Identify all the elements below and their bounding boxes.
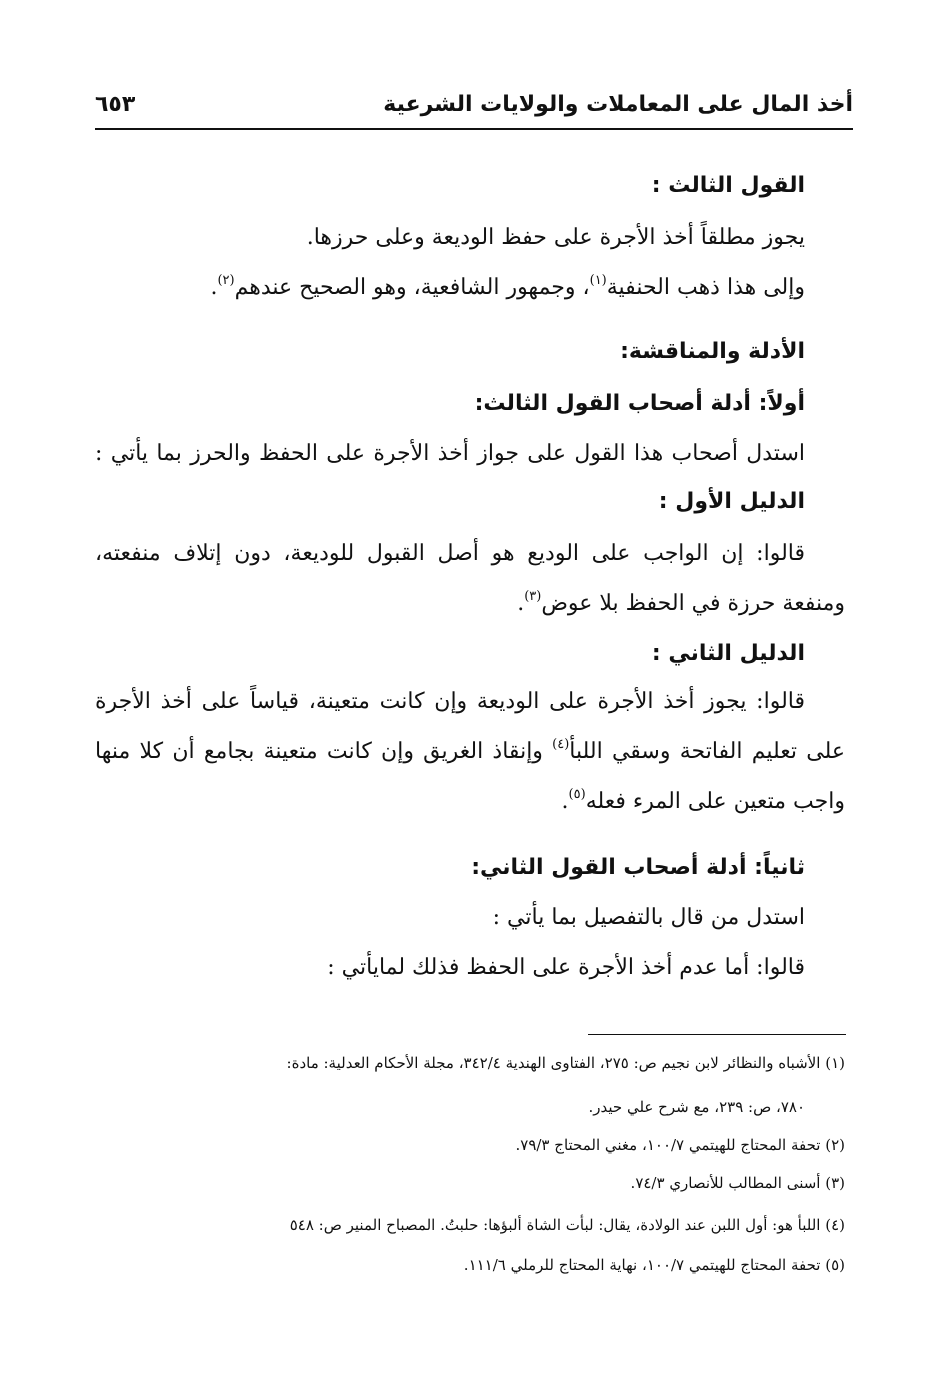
text-line-5	[517, 588, 845, 620]
text-line-9: استدل من قال بالتفصيل بما يأتي :	[492, 905, 805, 930]
heading-third-opinion: القول الثالث :	[651, 173, 805, 198]
text-segment: ومنفعة حرزة في الحفظ بلا عوض	[541, 591, 845, 616]
footnote-3: (٣) أسنى المطالب للأنصاري ٧٤/٣.	[630, 1174, 845, 1192]
text-segment: وإنقاذ الغريق وإن كانت متعينة بجامع أن كلا منها	[95, 739, 553, 764]
heading-evidence: الأدلة والمناقشة:	[620, 339, 805, 364]
footnote-1-continued: ٧٨٠، ص: ٢٣٩، مع شرح علي حيدر.	[588, 1098, 805, 1116]
footnote-5: (٥) تحفة المحتاج للهيتمي ١٠٠/٧، نهاية المحتاج للرملي ١١١/٦.	[463, 1256, 845, 1274]
heading-evidence-1: الدليل الأول :	[658, 489, 805, 514]
text-segment: وإلى هذا ذهب الحنفية	[606, 275, 805, 300]
footnote-ref: (١)	[589, 273, 607, 288]
heading-first-group: أولاً: أدلة أصحاب القول الثالث:	[474, 391, 805, 416]
footnote-1: (١) الأشباه والنظائر لابن نجيم ص: ٢٧٥، الفتاوى الهندية ٣٤٢/٤، مجلة الأحكام العدلية: مادة:	[286, 1054, 845, 1072]
heading-second-group: ثانياً: أدلة أصحاب القول الثاني:	[471, 855, 805, 880]
heading-evidence-2: الدليل الثاني :	[651, 641, 805, 666]
page-number: ٦٥٣	[95, 92, 136, 117]
footnote-ref: (٢)	[217, 273, 235, 288]
text-segment: .	[561, 789, 569, 814]
header-rule	[95, 128, 853, 130]
text-line-6: قالوا: يجوز أخذ الأجرة على الوديعة وإن كانت متعينة، قياساً على أخذ الأجرة	[95, 689, 805, 714]
text-line-4: قالوا: إن الواجب على الوديع هو أصل القبول للوديعة، دون إتلاف منفعته،	[95, 541, 805, 566]
text-line-3: استدل أصحاب هذا القول على جواز أخذ الأجرة على الحفظ والحرز بما يأتي :	[95, 441, 805, 466]
footnote-2: (٢) تحفة المحتاج للهيتمي ١٠٠/٧، مغني المحتاج ٧٩/٣.	[515, 1136, 845, 1154]
running-title: أخذ المال على المعاملات والولايات الشرعية	[383, 92, 853, 117]
text-segment: على تعليم الفاتحة وسقي اللبأ	[569, 739, 845, 764]
page-header	[95, 88, 853, 128]
text-line-2	[210, 272, 805, 304]
text-segment: واجب متعين على المرء فعله	[585, 789, 845, 814]
footnote-ref: (٤)	[552, 737, 570, 752]
text-line-7	[95, 736, 845, 768]
footnote-rule	[588, 1034, 846, 1035]
text-segment: ، وجمهور الشافعية، وهو الصحيح عندهم	[234, 275, 590, 300]
footnote-ref: (٥)	[568, 787, 586, 802]
text-segment: .	[517, 591, 525, 616]
footnote-ref: (٣)	[524, 589, 542, 604]
text-segment: .	[210, 275, 218, 300]
text-line-1: يجوز مطلقاً أخذ الأجرة على حفظ الوديعة وعلى حرزها.	[306, 225, 805, 250]
text-line-8	[562, 786, 845, 818]
footnote-4: (٤) اللبأ هو: أول اللبن عند الولادة، يقال: لبأت الشاة ألبؤها: حلبتُ. المصباح المنير ص: ٥٤٨	[289, 1216, 845, 1234]
text-line-10: قالوا: أما عدم أخذ الأجرة على الحفظ فذلك لمايأتي :	[327, 955, 805, 980]
